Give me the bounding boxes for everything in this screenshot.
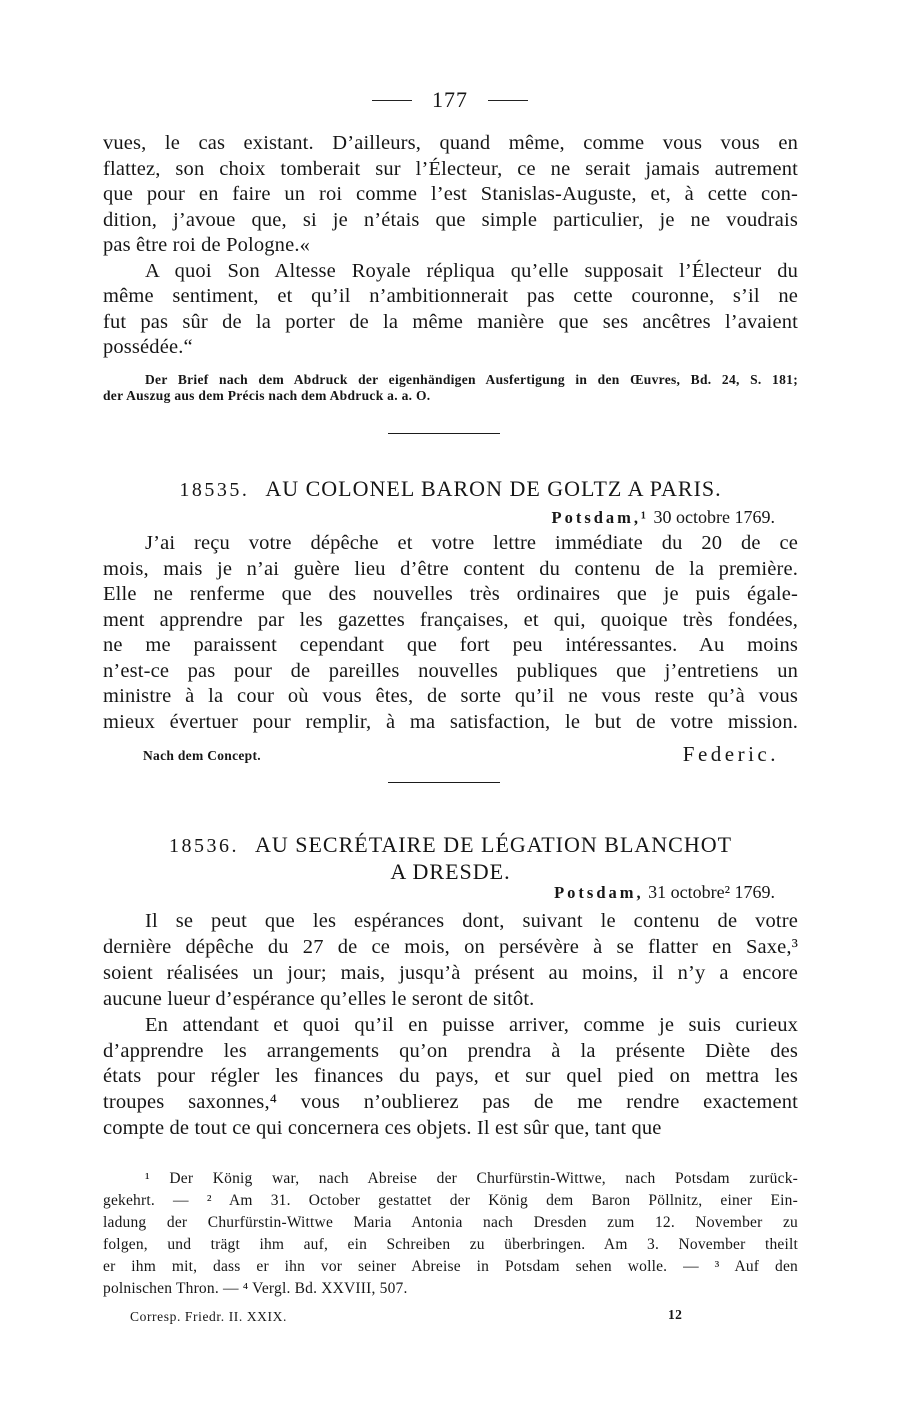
letter-body [103, 909, 798, 1142]
letter-heading-line: A DRESDE. [390, 859, 511, 884]
letter-source: Nach dem Concept. [143, 748, 261, 763]
paragraph [103, 372, 798, 404]
section-rule [388, 782, 500, 783]
text-line: mois, mais je n’ai guère lieu d’être content du contenu de la première. [103, 557, 798, 580]
letter-body [103, 531, 798, 735]
footnotes [103, 1168, 798, 1300]
text-line: der Auszug aus dem Précis nach dem Abdruck a. a. O. [103, 388, 431, 403]
text-line: A quoi Son Altesse Royale répliqua qu’elle supposait l’Électeur du [145, 259, 798, 282]
letter-heading [103, 476, 798, 503]
paragraph [103, 531, 798, 735]
paragraph [103, 1168, 798, 1300]
signature-mark: Corresp. Friedr. II. XXIX. [130, 1309, 287, 1324]
text-line: compte de tout ce qui concernera ces objets. Il est sûr que, tant que [103, 1117, 662, 1140]
text-line: même sentiment, et qu’il n’ambitionnerait pas cette couronne, s’il ne [103, 285, 798, 307]
letter-place: Potsdam,¹ [551, 508, 650, 527]
text-line: états pour régler les finances du pays, et sur quel pied on mettra les [103, 1065, 798, 1088]
source-note [103, 372, 798, 404]
text-line: En attendant et quoi qu’il en puisse arriver, comme je suis curieux [145, 1013, 798, 1036]
letter-dateline [552, 506, 775, 529]
text-line: Elle ne renferme que des nouvelles très ordinaires que je puis égale- [103, 583, 798, 605]
paragraph [103, 1013, 798, 1143]
letter-title: AU COLONEL BARON DE GOLTZ A PARIS. [265, 476, 722, 501]
continuation-text [103, 131, 798, 361]
letter-signature: Federic. [682, 742, 779, 766]
letter-title: AU SECRÉTAIRE DE LÉGATION BLANCHOT [254, 832, 733, 857]
text-line: ministre à la cour où vous êtes, de sorte qu’il ne vous reste qu’à vous [103, 685, 798, 707]
letter-place: Potsdam, [554, 883, 644, 902]
text-line: pas être roi de Pologne.« [103, 234, 310, 256]
text-line: mieux évertuer pour remplir, à ma satisfaction, le but de votre mission. [103, 710, 798, 733]
text-line: ¹ Der König war, nach Abreise der Churfürstin-Wittwe, nach Potsdam zurück- [145, 1170, 798, 1187]
text-line: ne me paraissent cependant que fort peu intéressantes. Au moins [103, 634, 798, 656]
header-dash [488, 100, 528, 101]
text-line: J’ai reçu votre dépêche et votre lettre immédiate du 20 de ce [145, 532, 798, 554]
text-line: gekehrt. — ² Am 31. October gestattet der König dem Baron Pöllnitz, einer Ein- [103, 1192, 798, 1209]
text-line: folgen, und trägt ihm auf, ein Schreiben zu überbringen. Am 3. November theilt [103, 1236, 798, 1253]
paragraph [103, 131, 798, 259]
text-line: ment apprendre par les gazettes françaises, et qui, quoique très fondées, [103, 608, 798, 631]
text-line: que pour en faire un roi comme l’est Stanislas-Auguste, et, à cette con- [103, 183, 798, 205]
header-dash [372, 100, 412, 101]
letter-heading-line [103, 476, 798, 503]
paragraph [103, 259, 798, 361]
text-line: polnischen Thron. — ⁴ Vergl. Bd. XXVIII, 507. [103, 1280, 408, 1297]
letter-dateline [554, 881, 775, 904]
text-line: Der Brief nach dem Abdruck der eigenhändigen Ausfertigung in den Œuvres, Bd. 24, S. 181; [145, 372, 798, 387]
text-line: Il se peut que les espérances dont, suivant le contenu de votre [145, 910, 798, 932]
letter-heading-line [103, 832, 798, 859]
sheet-number: 12 [668, 1307, 683, 1322]
text-line: troupes saxonnes,⁴ vous n’oublierez pas de me rendre exactement [103, 1091, 798, 1114]
letter-number: 18535. [179, 479, 250, 501]
letter-date: 30 octobre 1769. [653, 507, 775, 527]
letter-heading [103, 832, 798, 884]
text-line: dition, j’avoue que, si je n’étais que simple particulier, je ne voudrais [103, 208, 798, 231]
text-line: ladung der Churfürstin-Wittwe Maria Antonia nach Dresden zum 12. November zu [103, 1214, 798, 1231]
text-line: n’est-ce pas pour de pareilles nouvelles publiques que j’entretiens un [103, 659, 798, 682]
paragraph [103, 909, 798, 1013]
text-line: soient réalisées un jour; mais, jusqu’à présent au moins, il n’y a encore [103, 961, 798, 984]
text-line: er ihm mit, dass er ihn vor seiner Abreise in Potsdam sehen wolle. — ³ Auf den [103, 1258, 798, 1275]
section-rule [388, 433, 500, 434]
letter-number: 18536. [168, 835, 239, 857]
text-line: aucune lueur d’espérance qu’elles le seront de sitôt. [103, 987, 535, 1010]
text-line: flattez, son choix tomberait sur l’Électeur, ce ne serait jamais autrement [103, 157, 798, 180]
text-line: possédée.“ [103, 336, 193, 358]
page-header [0, 86, 900, 114]
page-number: 177 [432, 87, 468, 112]
text-line: dernière dépêche du 27 de ce mois, on persévère à se flatter en Saxe,³ [103, 935, 798, 958]
letter-date: 31 octobre² 1769. [648, 882, 775, 902]
text-line: fut pas sûr de la porter de la même manière que ses ancêtres l’avaient [103, 310, 798, 333]
text-line: d’apprendre les arrangements qu’on prendra à la présente Diète des [103, 1039, 798, 1062]
text-line: vues, le cas existant. D’ailleurs, quand même, comme vous vous en [103, 132, 798, 154]
